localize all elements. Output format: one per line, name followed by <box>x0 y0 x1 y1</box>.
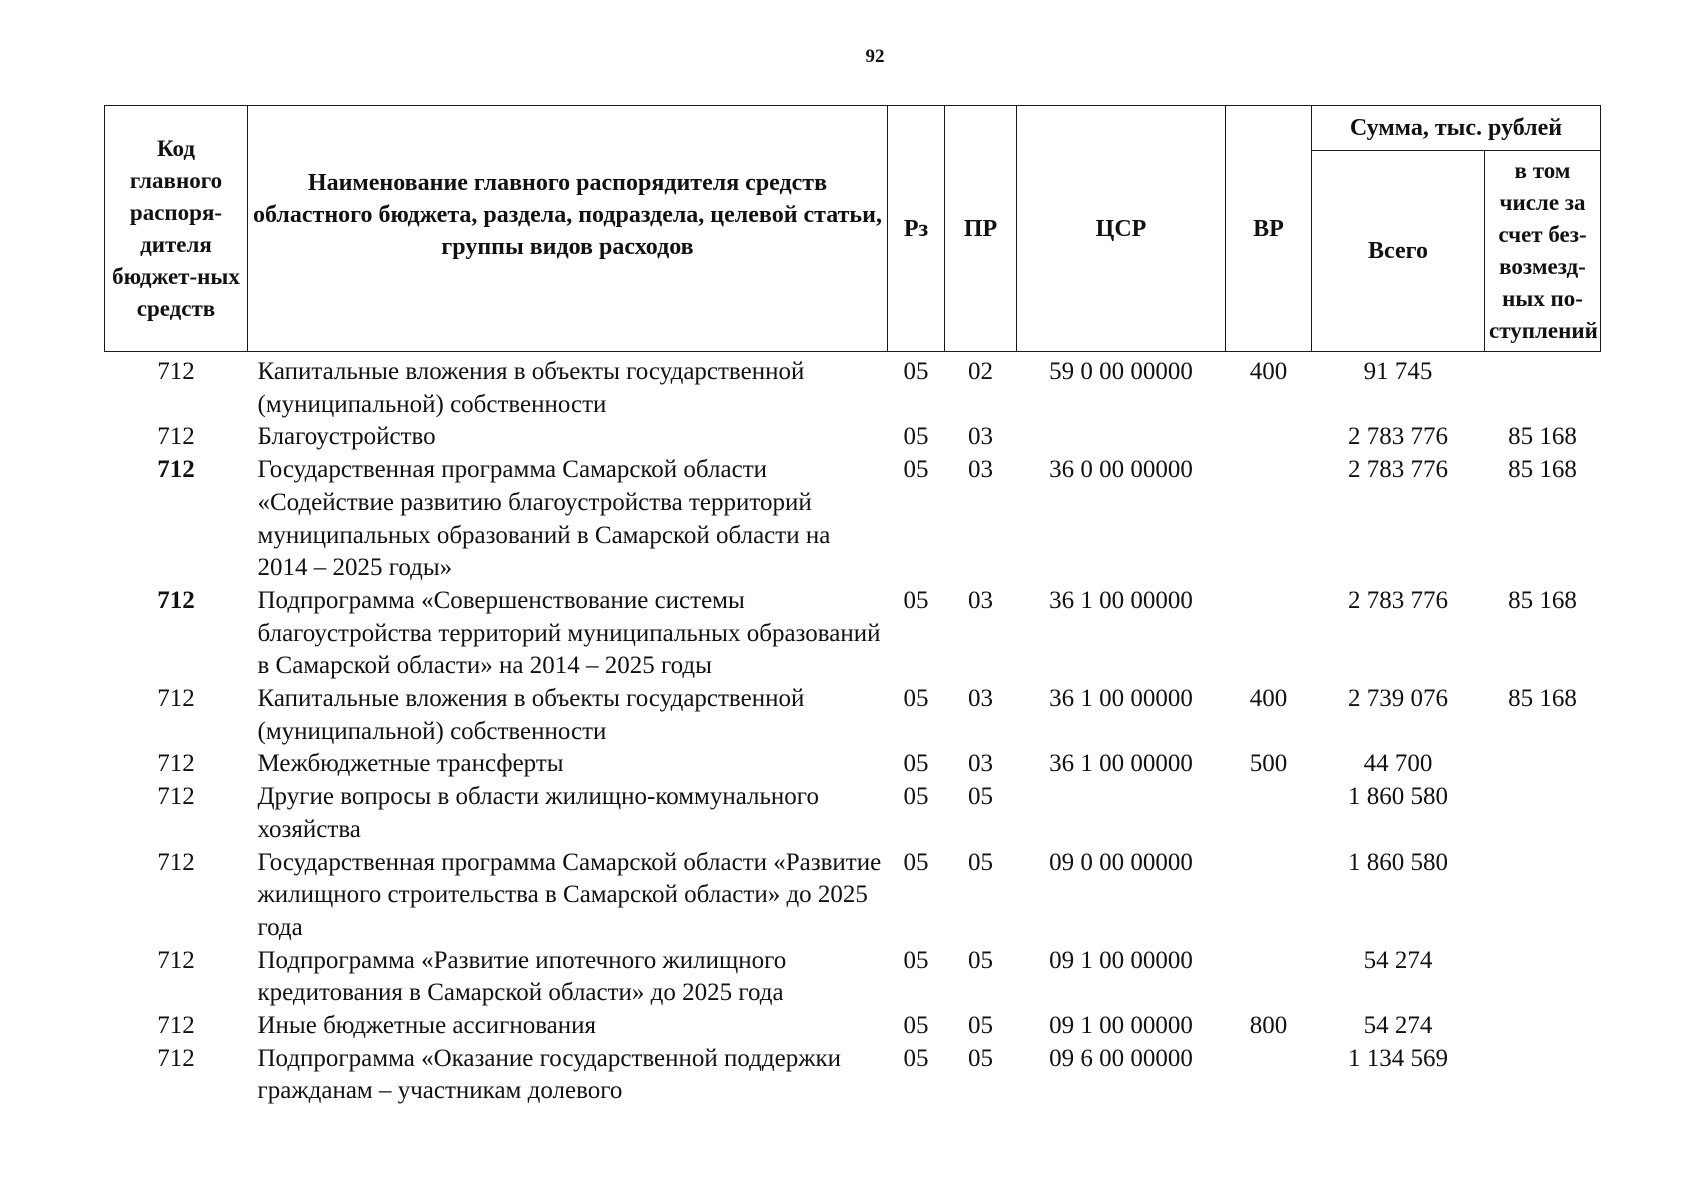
cell-csr: 09 1 00 00000 <box>1049 946 1193 974</box>
cell-name: Капитальные вложения в объекты государственной (муниципальной) собственности <box>257 685 805 745</box>
header-csr: ЦСР <box>1017 106 1226 352</box>
cell-csr <box>1017 421 1226 454</box>
cell-pr: 05 <box>968 1012 993 1040</box>
table-row <box>105 454 1601 585</box>
cell-code: 712 <box>157 750 195 778</box>
budget-sheet <box>104 105 1600 1108</box>
table-header <box>105 106 1601 352</box>
cell-total: 2 783 776 <box>1348 456 1448 484</box>
cell-csr: 09 6 00 00000 <box>1049 1044 1193 1072</box>
cell-rz: 05 <box>903 456 929 484</box>
cell-name: Подпрограмма «Совершенствование системы благоустройства территорий муниципальных образований в Самарской области» на 2014 – 2025 годы <box>257 586 881 680</box>
table-row <box>105 945 1601 1010</box>
cell-vr: 800 <box>1249 1012 1288 1040</box>
header-vr: ВР <box>1226 106 1312 352</box>
cell-rz: 05 <box>903 1012 929 1040</box>
cell-pr: 03 <box>968 750 993 778</box>
cell-total: 44 700 <box>1363 750 1433 778</box>
cell-pr: 03 <box>968 423 993 451</box>
cell-total: 2 783 776 <box>1348 586 1448 614</box>
cell-name: Подпрограмма «Развитие ипотечного жилищного кредитования в Самарской области» до 2025 года <box>257 946 787 1007</box>
cell-name: Капитальные вложения в объекты государственной (муниципальной) собственности <box>257 358 805 418</box>
cell-csr: 36 1 00 00000 <box>1049 685 1193 713</box>
cell-pr: 03 <box>968 685 993 713</box>
cell-csr: 09 1 00 00000 <box>1049 1012 1193 1040</box>
cell-csr: 36 1 00 00000 <box>1049 750 1193 778</box>
cell-free <box>1485 352 1601 422</box>
cell-csr <box>1017 781 1226 846</box>
table-row <box>105 781 1601 846</box>
cell-total: 54 274 <box>1363 1012 1433 1040</box>
cell-code: 712 <box>157 1012 195 1040</box>
cell-code: 712 <box>157 586 195 614</box>
cell-vr <box>1226 454 1312 585</box>
page-number: 92 <box>865 46 885 67</box>
cell-vr <box>1226 1043 1312 1108</box>
cell-csr: 59 0 00 00000 <box>1049 358 1193 385</box>
header-code: Код главного распоря-дителя бюджет-ных средств <box>105 106 248 352</box>
cell-rz: 05 <box>903 586 929 614</box>
cell-name: Другие вопросы в области жилищно-коммунального хозяйства <box>257 783 819 843</box>
cell-vr: 400 <box>1249 685 1288 713</box>
header-free: в том числе за счет без-возмезд-ных по-ступлений <box>1485 151 1601 352</box>
cell-rz: 05 <box>903 358 929 385</box>
cell-name: Государственная программа Самарской области «Содействие развитию благоустройства территорий муниципальных образований в Самарской области на 2014 – 2025 годы» <box>257 456 831 582</box>
cell-pr: 05 <box>968 946 993 974</box>
cell-csr: 36 1 00 00000 <box>1049 586 1193 614</box>
cell-free <box>1485 847 1601 945</box>
cell-rz: 05 <box>903 685 929 713</box>
budget-table <box>104 105 1601 1108</box>
cell-rz: 05 <box>903 783 929 811</box>
cell-total: 2 783 776 <box>1348 423 1448 451</box>
cell-free <box>1485 1010 1601 1043</box>
table-row <box>105 1043 1601 1108</box>
cell-code: 712 <box>157 848 195 876</box>
cell-vr <box>1226 847 1312 945</box>
cell-rz: 05 <box>903 946 929 974</box>
cell-name: Благоустройство <box>257 423 436 451</box>
cell-pr: 03 <box>968 586 993 614</box>
cell-pr: 05 <box>968 1044 993 1072</box>
cell-pr: 05 <box>968 783 993 811</box>
cell-code: 712 <box>157 685 195 713</box>
cell-code: 712 <box>157 946 195 974</box>
cell-csr: 36 0 00 00000 <box>1049 456 1193 484</box>
header-sum: Сумма, тыс. рублей <box>1312 106 1601 151</box>
header-pr: ПР <box>945 106 1017 352</box>
cell-name: Межбюджетные трансферты <box>257 750 564 778</box>
header-name: Наименование главного распорядителя средств областного бюджета, раздела, подраздела, целевой статьи, группы видов расходов <box>248 106 888 352</box>
cell-code: 712 <box>157 423 195 451</box>
cell-name: Государственная программа Самарской области «Развитие жилищного строительства в Самарской области» до 2025 года <box>257 848 882 941</box>
cell-vr <box>1226 421 1312 454</box>
cell-free <box>1485 945 1601 1010</box>
cell-total: 2 739 076 <box>1348 685 1448 713</box>
cell-vr <box>1226 781 1312 846</box>
cell-free <box>1485 748 1601 781</box>
table-row <box>105 847 1601 945</box>
cell-vr <box>1226 945 1312 1010</box>
cell-free <box>1485 1043 1601 1108</box>
table-body <box>105 352 1601 1109</box>
cell-rz: 05 <box>903 750 929 778</box>
table-row <box>105 421 1601 454</box>
cell-pr: 05 <box>968 848 993 876</box>
table-row <box>105 1010 1601 1043</box>
header-total: Всего <box>1312 151 1485 352</box>
cell-code: 712 <box>157 456 195 484</box>
cell-total: 1 134 569 <box>1348 1044 1448 1072</box>
cell-free: 85 168 <box>1508 456 1577 484</box>
cell-total: 1 860 580 <box>1348 783 1448 811</box>
cell-free <box>1485 781 1601 846</box>
cell-total: 1 860 580 <box>1348 848 1448 876</box>
cell-pr: 02 <box>968 358 993 385</box>
cell-rz: 05 <box>903 1044 929 1072</box>
cell-code: 712 <box>157 358 195 385</box>
cell-pr: 03 <box>968 456 993 484</box>
cell-rz: 05 <box>903 423 929 451</box>
cell-name: Подпрограмма «Оказание государственной поддержки гражданам – участникам долевого <box>257 1044 842 1105</box>
table-row <box>105 683 1601 748</box>
cell-csr: 09 0 00 00000 <box>1049 848 1193 876</box>
header-rz: Рз <box>888 106 945 352</box>
cell-free: 85 168 <box>1508 423 1577 451</box>
cell-rz: 05 <box>903 848 929 876</box>
cell-code: 712 <box>157 1044 195 1072</box>
cell-free: 85 168 <box>1508 586 1577 614</box>
cell-total: 54 274 <box>1363 946 1433 974</box>
cell-vr: 500 <box>1249 750 1288 778</box>
cell-free: 85 168 <box>1508 685 1577 713</box>
cell-total: 91 745 <box>1363 358 1433 385</box>
cell-name: Иные бюджетные ассигнования <box>257 1012 597 1040</box>
cell-vr: 400 <box>1249 358 1288 385</box>
table-row <box>105 352 1601 422</box>
cell-vr <box>1226 585 1312 683</box>
cell-code: 712 <box>157 783 195 811</box>
table-row <box>105 585 1601 683</box>
table-row <box>105 748 1601 781</box>
